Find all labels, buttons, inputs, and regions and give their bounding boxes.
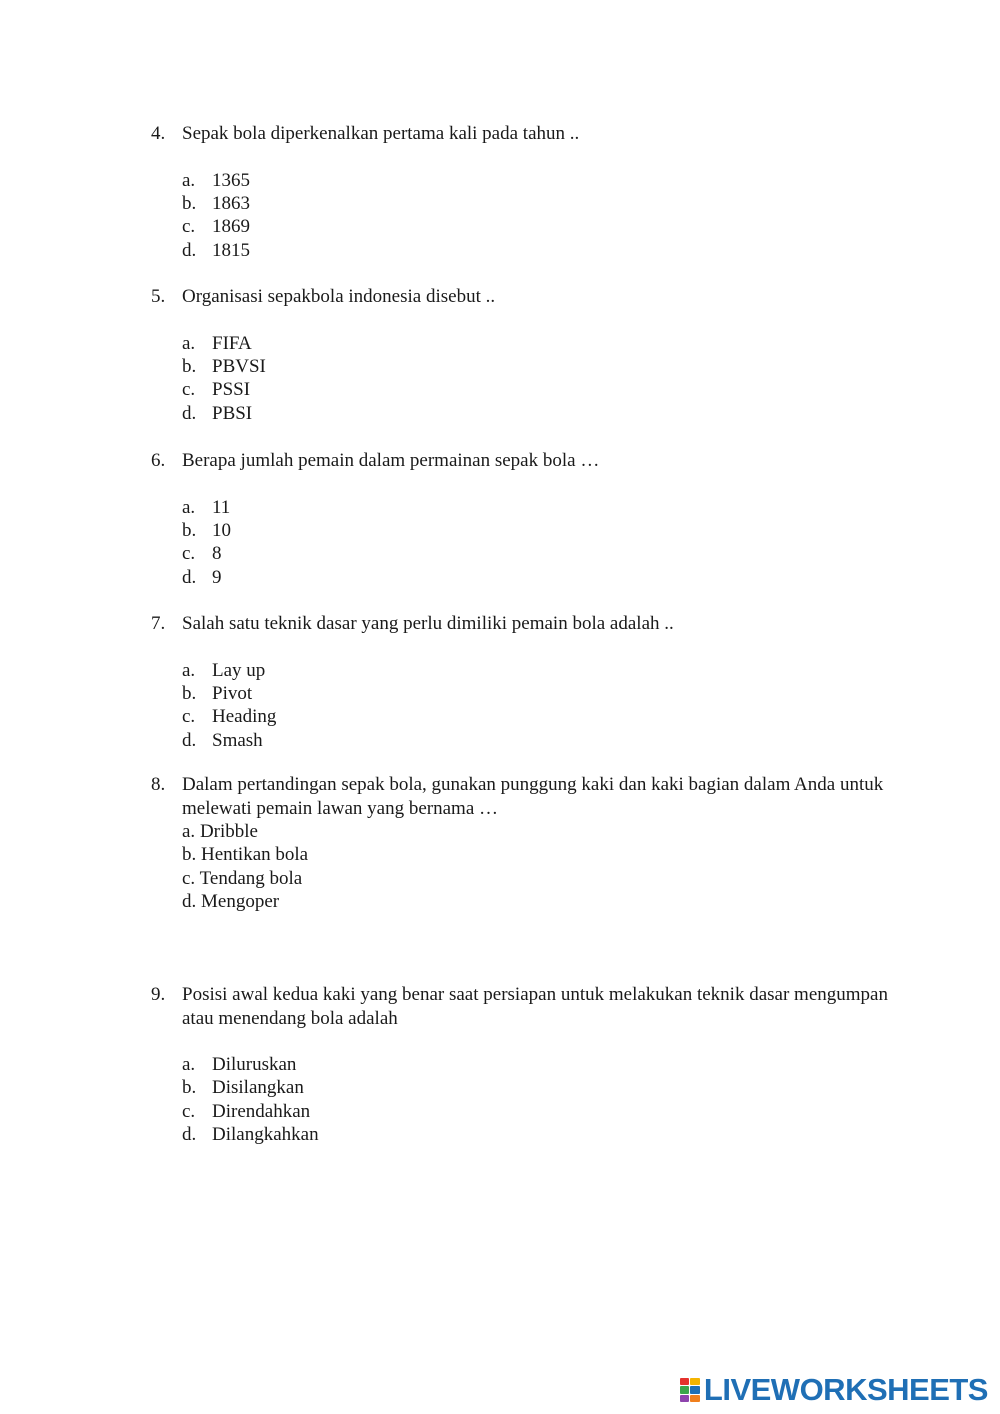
option-text: FIFA [212,332,252,354]
option-d[interactable] [182,890,911,913]
option-letter: c. [182,706,196,728]
option-a[interactable] [182,659,911,682]
option-text: Direndahkan [212,1100,311,1122]
question-number: 8. [151,774,166,795]
option-text: Disilangkan [212,1077,304,1099]
option-letter: b. [182,355,197,377]
option-text: 1869 [212,216,250,238]
logo-square [690,1386,700,1393]
option-b[interactable] [182,192,911,215]
option-text: Tendang bola [199,867,303,889]
option-text: Mengoper [201,891,280,913]
option-letter: d. [182,402,197,424]
question-9 [151,983,911,1147]
option-b[interactable] [182,1076,911,1099]
option-d[interactable] [182,1123,911,1146]
options-list [182,332,911,426]
question-text: Sepak bola diperkenalkan pertama kali pada tahun .. [182,123,580,144]
option-letter: a. [182,332,196,354]
question-number: 4. [151,123,166,144]
option-letter: d. [182,239,197,261]
question-6 [151,449,911,589]
option-text: Heading [212,706,277,728]
option-a[interactable] [182,1053,911,1076]
option-text: Dribble [199,821,258,842]
question-number: 5. [151,286,166,307]
option-letter: c. [182,379,196,401]
option-letter: d. [182,566,197,588]
option-letter: d. [182,1124,197,1146]
option-text: 11 [212,496,231,518]
question-text: Berapa jumlah pemain dalam permainan sepak bola … [182,450,600,471]
option-d[interactable] [182,239,911,262]
option-a[interactable] [182,332,911,355]
options-list [182,820,911,914]
options-list [182,169,911,263]
question-8 [151,773,911,914]
option-text: Lay up [212,659,266,681]
option-letter: a. [182,1054,196,1075]
option-letter: d. [182,891,197,913]
option-a[interactable] [182,496,911,519]
question-number: 9. [151,984,166,1005]
option-c[interactable] [182,1100,911,1123]
option-c[interactable] [182,378,911,401]
option-letter: b. [182,844,197,866]
question-4 [151,122,911,262]
option-letter: a. [182,821,196,842]
option-b[interactable] [182,843,911,866]
option-text: 8 [212,543,222,565]
option-text: 1815 [212,239,250,261]
logo-square [680,1395,690,1402]
option-letter: c. [182,1100,196,1122]
option-c[interactable] [182,867,911,890]
brand-name: LIVEWORKSHEETS [703,1372,988,1408]
question-text: Organisasi sepakbola indonesia disebut .. [182,286,496,307]
question-text: Posisi awal kedua kaki yang benar saat persiapan untuk melakukan teknik dasar mengumpan atau menendang bola adalah [182,984,888,1029]
option-letter: b. [182,1077,197,1099]
option-b[interactable] [182,355,911,378]
option-letter: c. [182,216,196,238]
option-letter: a. [182,496,196,518]
option-text: PBSI [212,402,253,424]
logo-square [690,1378,700,1385]
option-letter: c. [182,543,196,565]
option-letter: a. [182,659,196,681]
option-letter: b. [182,192,197,214]
option-letter: d. [182,729,197,751]
option-text: 1863 [212,192,250,214]
option-text: PBVSI [212,355,266,377]
option-text: 10 [212,519,231,541]
option-c[interactable] [182,215,911,238]
liveworksheets-logo-icon [680,1378,700,1402]
option-d[interactable] [182,402,911,425]
option-d[interactable] [182,566,911,589]
question-5 [151,285,911,425]
option-letter: c. [182,867,196,889]
logo-square [690,1395,700,1402]
option-a[interactable] [182,820,911,843]
option-text: Hentikan bola [201,844,309,866]
option-text: 1365 [212,169,250,191]
question-number: 7. [151,613,166,634]
option-text: Dilangkahkan [212,1124,319,1146]
option-c[interactable] [182,542,911,565]
question-7 [151,612,911,752]
options-list [182,1053,911,1147]
option-a[interactable] [182,169,911,192]
option-d[interactable] [182,729,911,752]
option-c[interactable] [182,705,911,728]
option-text: Pivot [212,682,253,704]
option-letter: b. [182,682,197,704]
question-text: Salah satu teknik dasar yang perlu dimiliki pemain bola adalah .. [182,613,674,634]
option-letter: b. [182,519,197,541]
option-text: PSSI [212,379,251,401]
question-text: Dalam pertandingan sepak bola, gunakan punggung kaki dan kaki bagian dalam Anda untuk melewati pemain lawan yang bernama … [182,774,884,819]
option-b[interactable] [182,682,911,705]
option-b[interactable] [182,519,911,542]
option-letter: a. [182,169,196,191]
options-list [182,659,911,753]
liveworksheets-brand [680,1374,988,1406]
logo-square [680,1378,690,1385]
question-number: 6. [151,450,166,471]
options-list [182,496,911,590]
option-text: Smash [212,729,263,751]
option-text: Diluruskan [212,1054,297,1075]
logo-square [680,1386,690,1393]
option-text: 9 [212,566,222,588]
